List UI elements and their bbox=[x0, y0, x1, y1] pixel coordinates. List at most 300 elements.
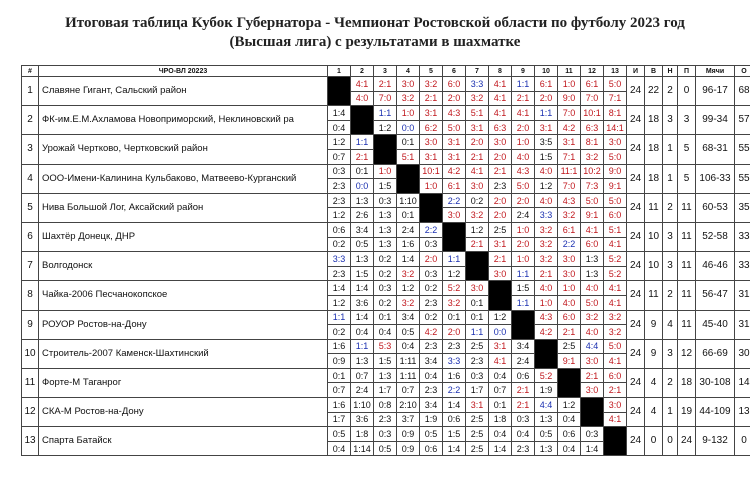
score-cell: 3:0 bbox=[489, 266, 512, 281]
score-cell: 4:0 bbox=[581, 325, 604, 340]
score-cell: 2:3 bbox=[489, 179, 512, 194]
score-cell: 1:0 bbox=[512, 135, 535, 150]
score-cell: 0:4 bbox=[374, 325, 397, 340]
goals-cell: 96-17 bbox=[696, 77, 735, 106]
score-cell: 0:6 bbox=[420, 441, 443, 456]
header-row bbox=[22, 66, 750, 77]
score-cell: 1:6 bbox=[328, 339, 351, 354]
draws-cell: 2 bbox=[663, 77, 678, 106]
score-cell: 2:3 bbox=[420, 295, 443, 310]
column-header: П bbox=[678, 66, 696, 77]
score-cell: 4:2 bbox=[558, 120, 581, 135]
score-cell: 8:1 bbox=[581, 135, 604, 150]
score-cell: 2:3 bbox=[328, 266, 351, 281]
score-cell: 0:1 bbox=[374, 310, 397, 325]
games-cell: 24 bbox=[627, 252, 645, 281]
score-cell: 1:4 bbox=[328, 281, 351, 296]
draws-cell: 3 bbox=[663, 222, 678, 251]
score-cell: 1:3 bbox=[581, 252, 604, 267]
score-cell: 0:4 bbox=[558, 412, 581, 427]
team-name: Урожай Чертково, Чертковский район bbox=[39, 135, 328, 164]
score-cell: 1:5 bbox=[374, 354, 397, 369]
goals-cell: 99-34 bbox=[696, 106, 735, 135]
column-header: 12 bbox=[581, 66, 604, 77]
points-cell: 31 bbox=[735, 310, 750, 339]
score-cell: 1:6 bbox=[397, 237, 420, 252]
table-row bbox=[22, 281, 750, 296]
goals-cell: 56-47 bbox=[696, 281, 735, 310]
wins-cell: 4 bbox=[645, 368, 663, 397]
score-cell: 2:1 bbox=[489, 252, 512, 267]
self-match-cell bbox=[374, 135, 397, 164]
self-match-cell bbox=[466, 252, 489, 281]
score-cell: 1:3 bbox=[351, 193, 374, 208]
score-cell: 0:3 bbox=[328, 164, 351, 179]
score-cell: 1:4 bbox=[328, 106, 351, 121]
self-match-cell bbox=[558, 368, 581, 397]
games-cell: 24 bbox=[627, 427, 645, 456]
games-cell: 24 bbox=[627, 222, 645, 251]
score-cell: 3:0 bbox=[558, 266, 581, 281]
team-name: Строитель-2007 Каменск-Шахтинский bbox=[39, 339, 328, 368]
score-cell: 0:0 bbox=[351, 179, 374, 194]
table-row bbox=[22, 106, 750, 121]
draws-cell: 1 bbox=[663, 164, 678, 193]
team-name: Чайка-2006 Песчанокопское bbox=[39, 281, 328, 310]
score-cell: 0:5 bbox=[397, 325, 420, 340]
page-subtitle: (Высшая лига) с результатами в шахматке bbox=[229, 34, 521, 50]
page-title: Итоговая таблица Кубок Губернатора - Чемпионат Ростовской области по футболу 2023 год bbox=[65, 15, 685, 31]
score-cell: 0:3 bbox=[581, 427, 604, 442]
score-cell: 3:1 bbox=[558, 135, 581, 150]
score-cell: 3:1 bbox=[443, 135, 466, 150]
position-cell: 11 bbox=[22, 368, 39, 397]
score-cell: 0:6 bbox=[443, 412, 466, 427]
score-cell: 3:0 bbox=[397, 77, 420, 92]
score-cell: 3:1 bbox=[443, 149, 466, 164]
score-cell: 3:0 bbox=[489, 135, 512, 150]
score-cell: 5:0 bbox=[604, 149, 627, 164]
score-cell: 3:3 bbox=[535, 208, 558, 223]
team-name: Форте-М Таганрог bbox=[39, 368, 328, 397]
score-cell: 0:2 bbox=[420, 310, 443, 325]
score-cell: 1:1 bbox=[512, 266, 535, 281]
column-header: 5 bbox=[420, 66, 443, 77]
score-cell: 2:2 bbox=[443, 383, 466, 398]
score-cell: 1:5 bbox=[535, 149, 558, 164]
score-cell: 4:1 bbox=[489, 91, 512, 106]
points-cell: 33 bbox=[735, 252, 750, 281]
column-header: 9 bbox=[512, 66, 535, 77]
score-cell: 5:0 bbox=[512, 179, 535, 194]
score-cell: 3:2 bbox=[535, 222, 558, 237]
score-cell: 4:4 bbox=[535, 398, 558, 413]
score-cell: 3:2 bbox=[535, 252, 558, 267]
score-cell: 2:0 bbox=[443, 91, 466, 106]
score-cell: 4:0 bbox=[535, 281, 558, 296]
team-name: Славяне Гигант, Сальский район bbox=[39, 77, 328, 106]
table-row bbox=[22, 222, 750, 237]
score-cell: 0:3 bbox=[420, 237, 443, 252]
score-cell: 0:2 bbox=[328, 237, 351, 252]
score-cell: 1:1 bbox=[328, 310, 351, 325]
score-cell: 3:1 bbox=[466, 120, 489, 135]
score-cell: 1:3 bbox=[374, 237, 397, 252]
losses-cell: 0 bbox=[678, 77, 696, 106]
score-cell: 2:1 bbox=[466, 237, 489, 252]
score-cell: 2:4 bbox=[512, 354, 535, 369]
score-cell: 1:0 bbox=[374, 164, 397, 179]
score-cell: 6:3 bbox=[489, 120, 512, 135]
points-cell: 55 bbox=[735, 164, 750, 193]
position-cell: 4 bbox=[22, 164, 39, 193]
score-cell: 3:2 bbox=[466, 91, 489, 106]
score-cell: 2:4 bbox=[512, 208, 535, 223]
score-cell: 11:1 bbox=[558, 164, 581, 179]
score-cell: 2:0 bbox=[489, 149, 512, 164]
score-cell: 3:3 bbox=[328, 252, 351, 267]
score-cell: 3:6 bbox=[351, 412, 374, 427]
goals-cell: 44-109 bbox=[696, 398, 735, 427]
score-cell: 4:1 bbox=[604, 295, 627, 310]
wins-cell: 22 bbox=[645, 77, 663, 106]
score-cell: 2:5 bbox=[558, 339, 581, 354]
score-cell: 4:0 bbox=[512, 149, 535, 164]
score-cell: 3:2 bbox=[604, 310, 627, 325]
score-cell: 2:0 bbox=[512, 120, 535, 135]
score-cell: 2:2 bbox=[558, 237, 581, 252]
score-cell: 1:2 bbox=[328, 135, 351, 150]
score-cell: 0:1 bbox=[328, 368, 351, 383]
column-header: О bbox=[735, 66, 750, 77]
score-cell: 1:2 bbox=[558, 398, 581, 413]
position-cell: 10 bbox=[22, 339, 39, 368]
score-cell: 0:4 bbox=[351, 325, 374, 340]
self-match-cell bbox=[420, 193, 443, 222]
score-cell: 2:1 bbox=[351, 149, 374, 164]
score-cell: 6:0 bbox=[604, 368, 627, 383]
wins-cell: 0 bbox=[645, 427, 663, 456]
score-cell: 4:1 bbox=[489, 77, 512, 92]
score-cell: 3:1 bbox=[420, 106, 443, 121]
games-cell: 24 bbox=[627, 106, 645, 135]
games-cell: 24 bbox=[627, 368, 645, 397]
score-cell: 0:2 bbox=[374, 252, 397, 267]
score-cell: 1:2 bbox=[466, 222, 489, 237]
score-cell: 5:2 bbox=[604, 266, 627, 281]
losses-cell: 11 bbox=[678, 222, 696, 251]
score-cell: 9:1 bbox=[581, 208, 604, 223]
score-cell: 7:1 bbox=[604, 91, 627, 106]
score-cell: 3:4 bbox=[397, 310, 420, 325]
score-cell: 5:0 bbox=[604, 339, 627, 354]
score-cell: 1:2 bbox=[489, 310, 512, 325]
score-cell: 1:11 bbox=[397, 354, 420, 369]
column-header: 13 bbox=[604, 66, 627, 77]
score-cell: 1:1 bbox=[512, 77, 535, 92]
score-cell: 2:3 bbox=[328, 179, 351, 194]
score-cell: 1:6 bbox=[443, 368, 466, 383]
score-cell: 4:0 bbox=[558, 295, 581, 310]
score-cell: 4:3 bbox=[512, 164, 535, 179]
score-cell: 4:4 bbox=[581, 339, 604, 354]
score-cell: 0:5 bbox=[374, 441, 397, 456]
column-header: И bbox=[627, 66, 645, 77]
score-cell: 1:2 bbox=[397, 281, 420, 296]
score-cell: 2:1 bbox=[558, 325, 581, 340]
score-cell: 0:0 bbox=[397, 120, 420, 135]
score-cell: 2:3 bbox=[420, 383, 443, 398]
draws-cell: 2 bbox=[663, 368, 678, 397]
score-cell: 6:1 bbox=[443, 179, 466, 194]
self-match-cell bbox=[512, 310, 535, 339]
column-header: # bbox=[22, 66, 39, 77]
score-cell: 0:5 bbox=[535, 427, 558, 442]
position-cell: 12 bbox=[22, 398, 39, 427]
losses-cell: 11 bbox=[678, 193, 696, 222]
score-cell: 0:3 bbox=[374, 427, 397, 442]
standings-table bbox=[21, 65, 750, 456]
score-cell: 0:1 bbox=[443, 310, 466, 325]
table-row bbox=[22, 310, 750, 325]
score-cell: 3:7 bbox=[397, 412, 420, 427]
score-cell: 3:4 bbox=[351, 222, 374, 237]
losses-cell: 19 bbox=[678, 398, 696, 427]
score-cell: 2:0 bbox=[466, 135, 489, 150]
score-cell: 2:0 bbox=[535, 91, 558, 106]
score-cell: 3:3 bbox=[443, 354, 466, 369]
score-cell: 6:0 bbox=[581, 237, 604, 252]
self-match-cell bbox=[604, 427, 627, 456]
losses-cell: 18 bbox=[678, 368, 696, 397]
score-cell: 0:2 bbox=[420, 281, 443, 296]
column-header: 11 bbox=[558, 66, 581, 77]
score-cell: 4:1 bbox=[489, 354, 512, 369]
score-cell: 1:3 bbox=[351, 252, 374, 267]
position-cell: 6 bbox=[22, 222, 39, 251]
score-cell: 1:1 bbox=[351, 135, 374, 150]
wins-cell: 9 bbox=[645, 339, 663, 368]
wins-cell: 9 bbox=[645, 310, 663, 339]
score-cell: 7:0 bbox=[374, 91, 397, 106]
score-cell: 6:0 bbox=[443, 77, 466, 92]
score-cell: 3:1 bbox=[535, 120, 558, 135]
score-cell: 1:3 bbox=[374, 208, 397, 223]
score-cell: 1:1 bbox=[443, 252, 466, 267]
score-cell: 0:2 bbox=[466, 193, 489, 208]
draws-cell: 2 bbox=[663, 281, 678, 310]
score-cell: 4:1 bbox=[604, 412, 627, 427]
wins-cell: 11 bbox=[645, 193, 663, 222]
draws-cell: 4 bbox=[663, 310, 678, 339]
column-header: Мячи bbox=[696, 66, 735, 77]
score-cell: 5:0 bbox=[604, 193, 627, 208]
score-cell: 4:0 bbox=[581, 281, 604, 296]
score-cell: 4:1 bbox=[466, 164, 489, 179]
position-cell: 2 bbox=[22, 106, 39, 135]
score-cell: 2:6 bbox=[351, 208, 374, 223]
score-cell: 1:4 bbox=[397, 252, 420, 267]
score-cell: 2:0 bbox=[443, 325, 466, 340]
score-cell: 4:3 bbox=[443, 106, 466, 121]
score-cell: 0:2 bbox=[374, 266, 397, 281]
points-cell: 31 bbox=[735, 281, 750, 310]
score-cell: 0:0 bbox=[489, 325, 512, 340]
team-name: Спарта Батайск bbox=[39, 427, 328, 456]
score-cell: 4:1 bbox=[604, 354, 627, 369]
score-cell: 1:4 bbox=[581, 441, 604, 456]
score-cell: 3:1 bbox=[489, 339, 512, 354]
score-cell: 2:1 bbox=[374, 77, 397, 92]
score-cell: 3:6 bbox=[351, 295, 374, 310]
score-cell: 2:1 bbox=[420, 91, 443, 106]
score-cell: 0:1 bbox=[351, 164, 374, 179]
team-name: Шахтёр Донецк, ДНР bbox=[39, 222, 328, 251]
score-cell: 3:0 bbox=[420, 135, 443, 150]
score-cell: 0:3 bbox=[512, 412, 535, 427]
score-cell: 1:2 bbox=[328, 295, 351, 310]
score-cell: 4:0 bbox=[535, 193, 558, 208]
score-cell: 2:1 bbox=[512, 383, 535, 398]
score-cell: 3:0 bbox=[466, 179, 489, 194]
score-cell: 1:1 bbox=[374, 106, 397, 121]
score-cell: 6:2 bbox=[420, 120, 443, 135]
wins-cell: 10 bbox=[645, 222, 663, 251]
score-cell: 0:1 bbox=[466, 295, 489, 310]
draws-cell: 3 bbox=[663, 339, 678, 368]
score-cell: 0:7 bbox=[351, 368, 374, 383]
position-cell: 8 bbox=[22, 281, 39, 310]
score-cell: 0:8 bbox=[374, 398, 397, 413]
score-cell: 1:0 bbox=[512, 222, 535, 237]
self-match-cell bbox=[443, 222, 466, 251]
goals-cell: 52-58 bbox=[696, 222, 735, 251]
self-match-cell bbox=[581, 398, 604, 427]
column-header: 1 bbox=[328, 66, 351, 77]
score-cell: 2:3 bbox=[466, 354, 489, 369]
score-cell: 3:2 bbox=[443, 295, 466, 310]
points-cell: 14 bbox=[735, 368, 750, 397]
score-cell: 1:2 bbox=[374, 120, 397, 135]
score-cell: 0:6 bbox=[512, 368, 535, 383]
score-cell: 7:0 bbox=[558, 106, 581, 121]
score-cell: 1:3 bbox=[374, 368, 397, 383]
score-cell: 5:1 bbox=[397, 149, 420, 164]
score-cell: 5:1 bbox=[604, 222, 627, 237]
score-cell: 4:2 bbox=[420, 325, 443, 340]
column-header: 2 bbox=[351, 66, 374, 77]
losses-cell: 12 bbox=[678, 339, 696, 368]
score-cell: 2:1 bbox=[535, 266, 558, 281]
games-cell: 24 bbox=[627, 310, 645, 339]
score-cell: 3:4 bbox=[420, 354, 443, 369]
points-cell: 0 bbox=[735, 427, 750, 456]
score-cell: 3:2 bbox=[420, 77, 443, 92]
score-cell: 1:8 bbox=[489, 412, 512, 427]
goals-cell: 60-53 bbox=[696, 193, 735, 222]
score-cell: 1:14 bbox=[351, 441, 374, 456]
score-cell: 1:0 bbox=[420, 179, 443, 194]
score-cell: 2:1 bbox=[512, 91, 535, 106]
score-cell: 1:4 bbox=[351, 281, 374, 296]
score-cell: 3:1 bbox=[420, 149, 443, 164]
score-cell: 7:3 bbox=[581, 179, 604, 194]
table-row bbox=[22, 135, 750, 150]
score-cell: 1:5 bbox=[443, 427, 466, 442]
score-cell: 3:5 bbox=[535, 135, 558, 150]
score-cell: 0:5 bbox=[351, 237, 374, 252]
score-cell: 0:4 bbox=[489, 368, 512, 383]
score-cell: 2:5 bbox=[466, 339, 489, 354]
score-cell: 2:2 bbox=[443, 193, 466, 208]
score-cell: 0:4 bbox=[397, 339, 420, 354]
draws-cell: 3 bbox=[663, 106, 678, 135]
score-cell: 6:1 bbox=[535, 77, 558, 92]
score-cell: 0:2 bbox=[374, 295, 397, 310]
goals-cell: 45-40 bbox=[696, 310, 735, 339]
score-cell: 2:3 bbox=[420, 339, 443, 354]
column-header: Н bbox=[663, 66, 678, 77]
games-cell: 24 bbox=[627, 77, 645, 106]
score-cell: 3:1 bbox=[489, 237, 512, 252]
draws-cell: 1 bbox=[663, 398, 678, 427]
score-cell: 4:3 bbox=[535, 310, 558, 325]
score-cell: 1:4 bbox=[489, 441, 512, 456]
score-cell: 0:9 bbox=[397, 441, 420, 456]
score-cell: 0:1 bbox=[397, 135, 420, 150]
score-cell: 2:1 bbox=[604, 383, 627, 398]
score-cell: 0:2 bbox=[328, 325, 351, 340]
score-cell: 1:0 bbox=[558, 77, 581, 92]
score-cell: 1:9 bbox=[535, 383, 558, 398]
table-row bbox=[22, 164, 750, 179]
score-cell: 5:0 bbox=[604, 77, 627, 92]
score-cell: 7:0 bbox=[558, 179, 581, 194]
score-cell: 2:1 bbox=[489, 164, 512, 179]
table-row bbox=[22, 252, 750, 267]
wins-cell: 18 bbox=[645, 106, 663, 135]
column-header: 7 bbox=[466, 66, 489, 77]
score-cell: 0:1 bbox=[489, 398, 512, 413]
score-cell: 1:7 bbox=[328, 412, 351, 427]
score-cell: 0:5 bbox=[328, 427, 351, 442]
score-cell: 1:0 bbox=[535, 295, 558, 310]
score-cell: 3:2 bbox=[397, 295, 420, 310]
table-row bbox=[22, 427, 750, 442]
score-cell: 2:3 bbox=[328, 193, 351, 208]
score-cell: 5:2 bbox=[604, 252, 627, 267]
losses-cell: 5 bbox=[678, 164, 696, 193]
score-cell: 3:3 bbox=[466, 77, 489, 92]
team-name: ООО-Имени-Калинина Кульбаково, Матвеево-Курганский bbox=[39, 164, 328, 193]
score-cell: 1:2 bbox=[535, 179, 558, 194]
losses-cell: 24 bbox=[678, 427, 696, 456]
goals-cell: 30-108 bbox=[696, 368, 735, 397]
score-cell: 3:2 bbox=[581, 310, 604, 325]
losses-cell: 11 bbox=[678, 281, 696, 310]
score-cell: 1:5 bbox=[374, 179, 397, 194]
score-cell: 2:1 bbox=[512, 398, 535, 413]
score-cell: 3:2 bbox=[604, 325, 627, 340]
score-cell: 4:3 bbox=[558, 193, 581, 208]
team-name: ФК-им.Е.М.Ахламова Новоприморский, Неклиновский ра bbox=[39, 106, 328, 135]
score-cell: 4:0 bbox=[535, 164, 558, 179]
score-cell: 5:0 bbox=[581, 295, 604, 310]
score-cell: 0:4 bbox=[328, 120, 351, 135]
score-cell: 2:10 bbox=[397, 398, 420, 413]
score-cell: 0:1 bbox=[397, 208, 420, 223]
score-cell: 0:9 bbox=[397, 427, 420, 442]
